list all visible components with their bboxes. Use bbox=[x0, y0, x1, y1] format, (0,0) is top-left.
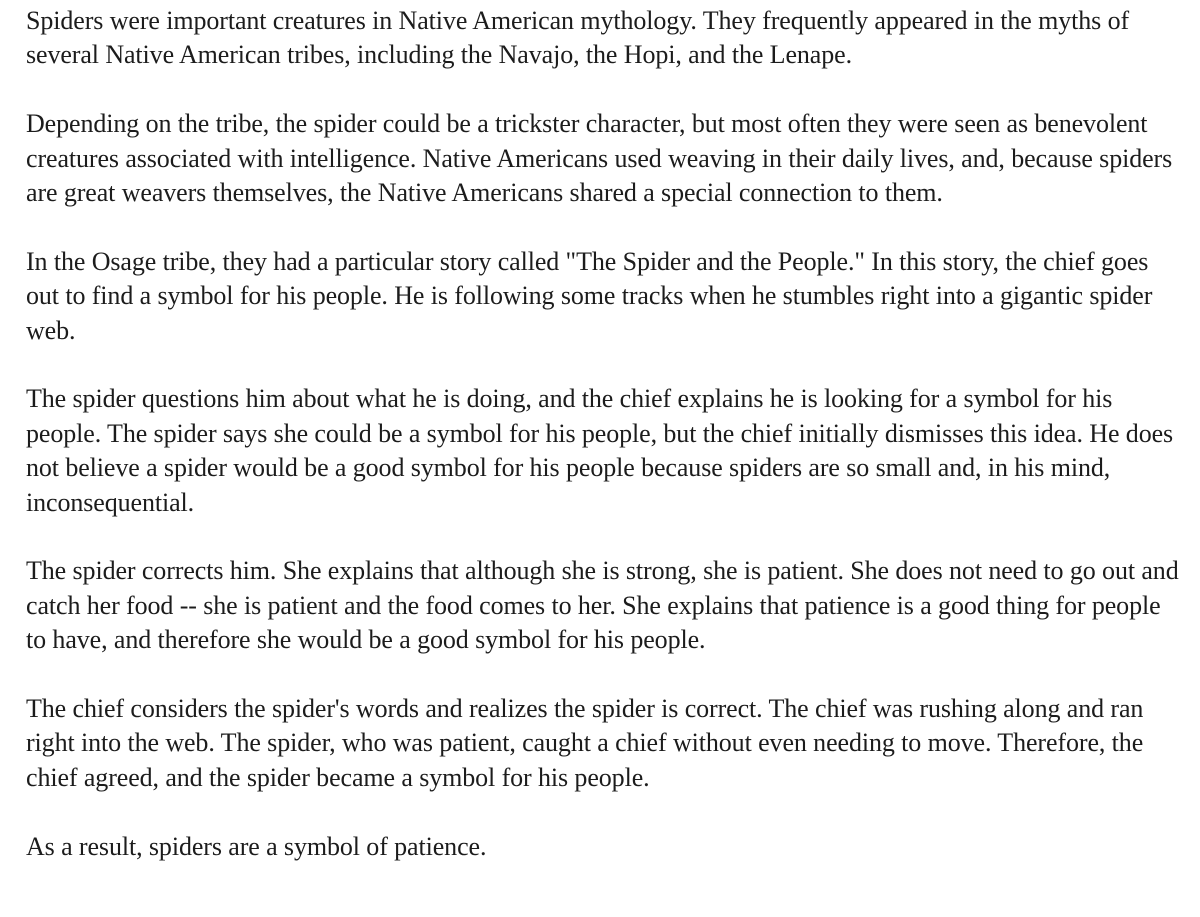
paragraph-spiders-in-mythology: Spiders were important creatures in Native American mythology. They frequently appeared in the myths of several Native American tribes, including the Navajo, the Hopi, and the Lenape. bbox=[26, 6, 1130, 70]
paragraph-osage-story: In the Osage tribe, they had a particular story called "The Spider and the People." In this story, the chief goes out to find a symbol for his people. He is following some tracks when he stumbles right into a gigantic spider web. bbox=[26, 246, 1153, 345]
paragraph-conclusion: As a result, spiders are a symbol of patience. bbox=[26, 831, 487, 861]
paragraph-spider-questions-chief: The spider questions him about what he is doing, and the chief explains he is looking for a symbol for his people. The spider says she could be a symbol for his people, but the chief initially dismisses this idea. He does not believe a spider would be a good symbol for his people because spiders are so small and, in his mind, inconsequential. bbox=[26, 384, 1174, 517]
paragraph-spider-explains-patience: The spider corrects him. She explains that although she is strong, she is patient. She does not need to go out and catch her food -- she is patient and the food comes to her. She explains that patience is a good thing for people to have, and therefore she would be a good symbol for his people. bbox=[26, 556, 1179, 655]
paragraph-chief-agrees: The chief considers the spider's words and realizes the spider is correct. The chief was rushing along and ran right into the web. The spider, who was patient, caught a chief without even needing to move. Therefore, the chief agreed, and the spider became a symbol for his people. bbox=[26, 694, 1144, 792]
paragraph-spider-as-weaver: Depending on the tribe, the spider could be a trickster character, but most often they were seen as benevolent creatures associated with intelligence. Native Americans used weaving in their daily lives, and, because spiders are great weavers themselves, the Native Americans shared a special connection to them. bbox=[26, 109, 1173, 208]
